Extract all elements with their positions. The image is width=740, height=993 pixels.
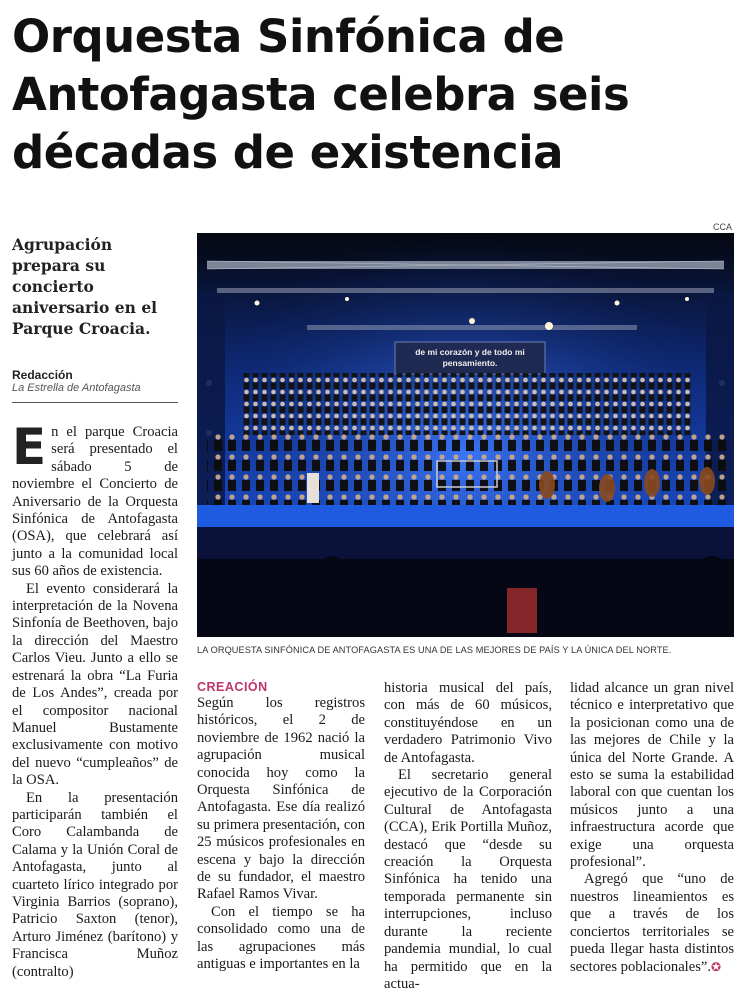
paragraph-closing: Agregó que “uno de nuestros lineamientos es que a través de los conciertos territoriales se pueda llegar hasta distintos sectores poblacionales”. bbox=[570, 871, 734, 975]
stage-front bbox=[197, 505, 734, 527]
article-column-1 bbox=[12, 418, 178, 981]
paragraph-consolidation: Con el tiempo se ha consolidado como una de las agrupaciones más antiguas e importantes en la bbox=[197, 903, 365, 973]
conductor bbox=[307, 473, 319, 503]
paragraph-participants: En la presentación participarán también el Coro Calambanda de Calama y la Unión Coral de Antofagasta, junto al cuarteto lírico integrado por Virginia Barrios (soprano), Patricio Saxton (tenor), Arturo Jiménez (barítono) y Francisca Muñoz (contralto) bbox=[12, 789, 178, 980]
paragraph-consolidation-cont: historia musical del país, con más de 60 músicos, constituyéndose en un verdadero Patrimonio Vivo de Antofagasta. bbox=[384, 680, 552, 766]
byline-publication: La Estrella de Antofagasta bbox=[12, 382, 141, 394]
audience bbox=[197, 556, 734, 637]
choir bbox=[242, 373, 692, 435]
byline-author: Redacción bbox=[12, 368, 73, 382]
headline: Orquesta Sinfónica de Antofagasta celebra seis décadas de existencia bbox=[12, 10, 630, 179]
paragraph-program: El evento considerará la interpretación de la Novena Sinfonía de Beethoven, bajo la dirección del Maestro Carlos Vieu. Junto a ello se estrenará la obra “La Furia de Los Andes”, creada por el compositor nacional Manuel Bustamente exclusivamente con motivo del nuevo “cumpleaños” de la OSA. bbox=[12, 580, 178, 789]
paragraph-quote: El secretario general ejecutivo de la Corporación Cultural de Antofagasta (CCA), Erik Portilla Muñoz, destacó que “desde su creación la Orquesta Sinfónica ha tenido una temporada permanente sin interrupciones, incluso durante la reciente pandemia mundial, lo cual ha permitido que en la actua- bbox=[384, 767, 552, 992]
article-deck: Agrupación prepara su concierto aniversario en el Parque Croacia. bbox=[12, 235, 158, 338]
orchestra-photo bbox=[197, 233, 734, 637]
screen-lyrics: de mi corazón y de todo mi pensamiento. bbox=[415, 347, 525, 368]
paragraph-quote-cont: lidad alcance un gran nivel técnico e interpretativo que la posicionan como una de las mejores de Chile y la única del Norte Grande. A esto se suma la estabilidad laboral con que cuentan los músicos junto a una infraestructura acorde que exige una orquesta profesional”. bbox=[570, 680, 734, 871]
byline-divider bbox=[12, 402, 178, 403]
article-column-3 bbox=[384, 680, 552, 993]
paragraph-intro: n el parque Croacia será presentado el sábado 5 de noviembre el Concierto de Aniversario de la Orquesta Sinfónica de Antofagasta (OSA), que celebrará así junto a la comunidad local sus 60 años de existencia. bbox=[12, 424, 178, 580]
photo-credit: CCA bbox=[712, 222, 732, 232]
end-mark-icon: ✪ bbox=[711, 959, 722, 974]
article-column-4 bbox=[570, 680, 734, 976]
paragraph-history: Según los registros históricos, el 2 de noviembre de 1962 nació la agrupación musical conocida hoy como la Orquesta Sinfónica de Antofagasta. Ese día realizó su primera presentación, con 25 músicos profesionales en escena y bajo la dirección de su fundador, el maestro Rafael Ramos Vivar. bbox=[197, 695, 365, 903]
section-subhead: CREACIÓN bbox=[197, 680, 268, 694]
byline bbox=[12, 368, 178, 394]
photo-caption: LA ORQUESTA SINFÓNICA DE ANTOFAGASTA ES UNA DE LAS MEJORES DE PAÍS Y LA ÚNICA DEL NORTE. bbox=[197, 645, 672, 655]
drop-cap: E bbox=[12, 418, 47, 476]
article-column-2 bbox=[197, 680, 365, 974]
concert-stage-illustration bbox=[197, 233, 734, 637]
